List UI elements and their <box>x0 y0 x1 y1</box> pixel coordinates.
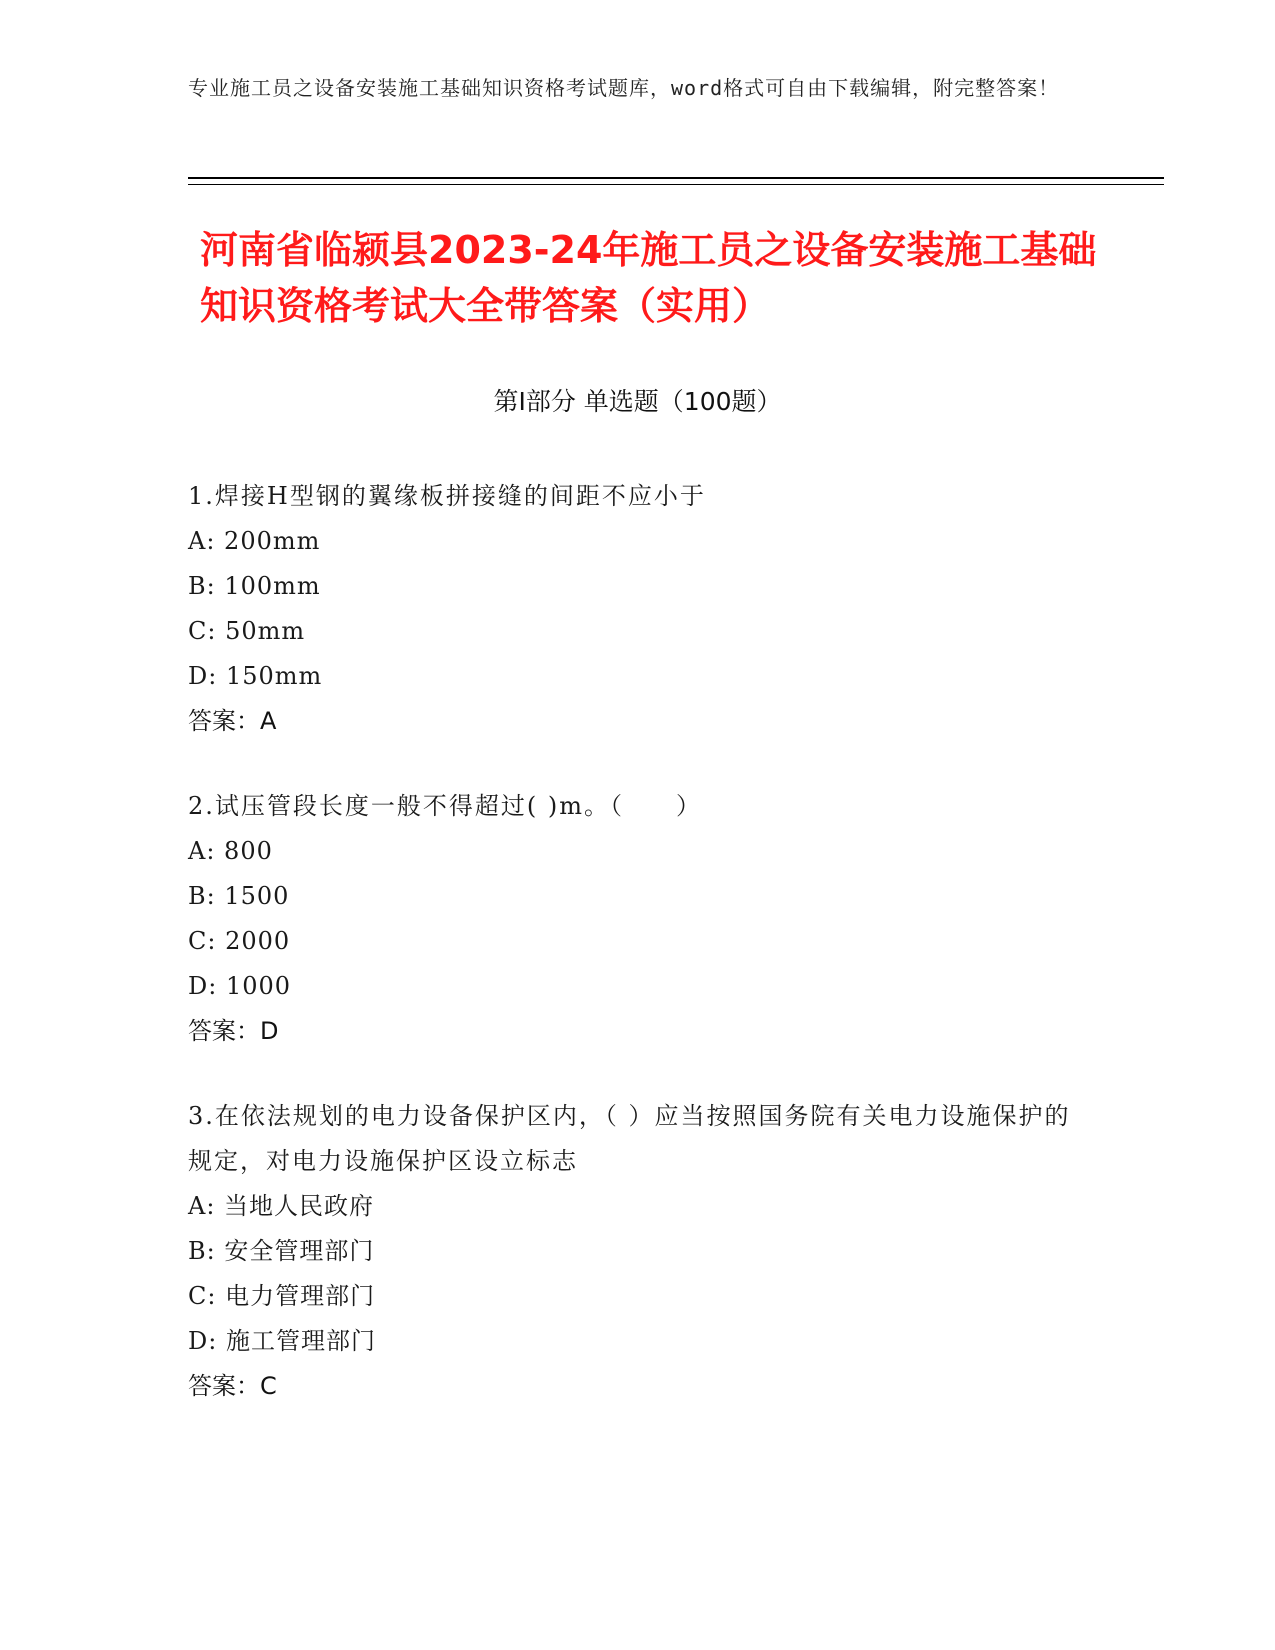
option-c: C: 电力管理部门 <box>188 1282 376 1310</box>
option-d: D: 1000 <box>188 972 292 1000</box>
option-d: D: 施工管理部门 <box>188 1327 376 1355</box>
option-d: D: 150mm <box>188 662 323 690</box>
option-c: C: 50mm <box>188 617 306 645</box>
option-a: A: 800 <box>188 837 273 865</box>
option-a: A: 200mm <box>188 527 321 555</box>
answer: 答案：D <box>188 1017 279 1045</box>
question-2 <box>188 784 1088 1054</box>
header-note: 专业施工员之设备安装施工基础知识资格考试题库，word格式可自由下载编辑，附完整答案！ <box>188 76 1060 100</box>
option-b: B: 安全管理部门 <box>188 1237 375 1265</box>
header-divider-thick <box>188 177 1164 179</box>
question-stem: 1.焊接H型钢的翼缘板拼接缝的间距不应小于 <box>188 482 706 510</box>
section-heading: 第Ⅰ部分 单选题（100题） <box>493 387 782 416</box>
option-b: B: 1500 <box>188 882 290 910</box>
question-list <box>188 474 1088 1449</box>
answer: 答案：C <box>188 1372 277 1400</box>
question-3 <box>188 1094 1088 1409</box>
header-divider-thin <box>188 184 1164 185</box>
question-stem: 2.试压管段长度一般不得超过( )m。（ ） <box>188 792 703 820</box>
question-1 <box>188 474 1088 744</box>
document-title: 河南省临颍县2023-24年施工员之设备安装施工基础知识资格考试大全带答案（实用） <box>200 228 1097 328</box>
option-c: C: 2000 <box>188 927 291 955</box>
question-stem: 3.在依法规划的电力设备保护区内，（ ）应当按照国务院有关电力设施保护的规定，对电力设施保护区设立标志 <box>188 1102 1071 1175</box>
option-b: B: 100mm <box>188 572 321 600</box>
option-a: A: 当地人民政府 <box>188 1192 375 1220</box>
answer: 答案：A <box>188 707 277 735</box>
